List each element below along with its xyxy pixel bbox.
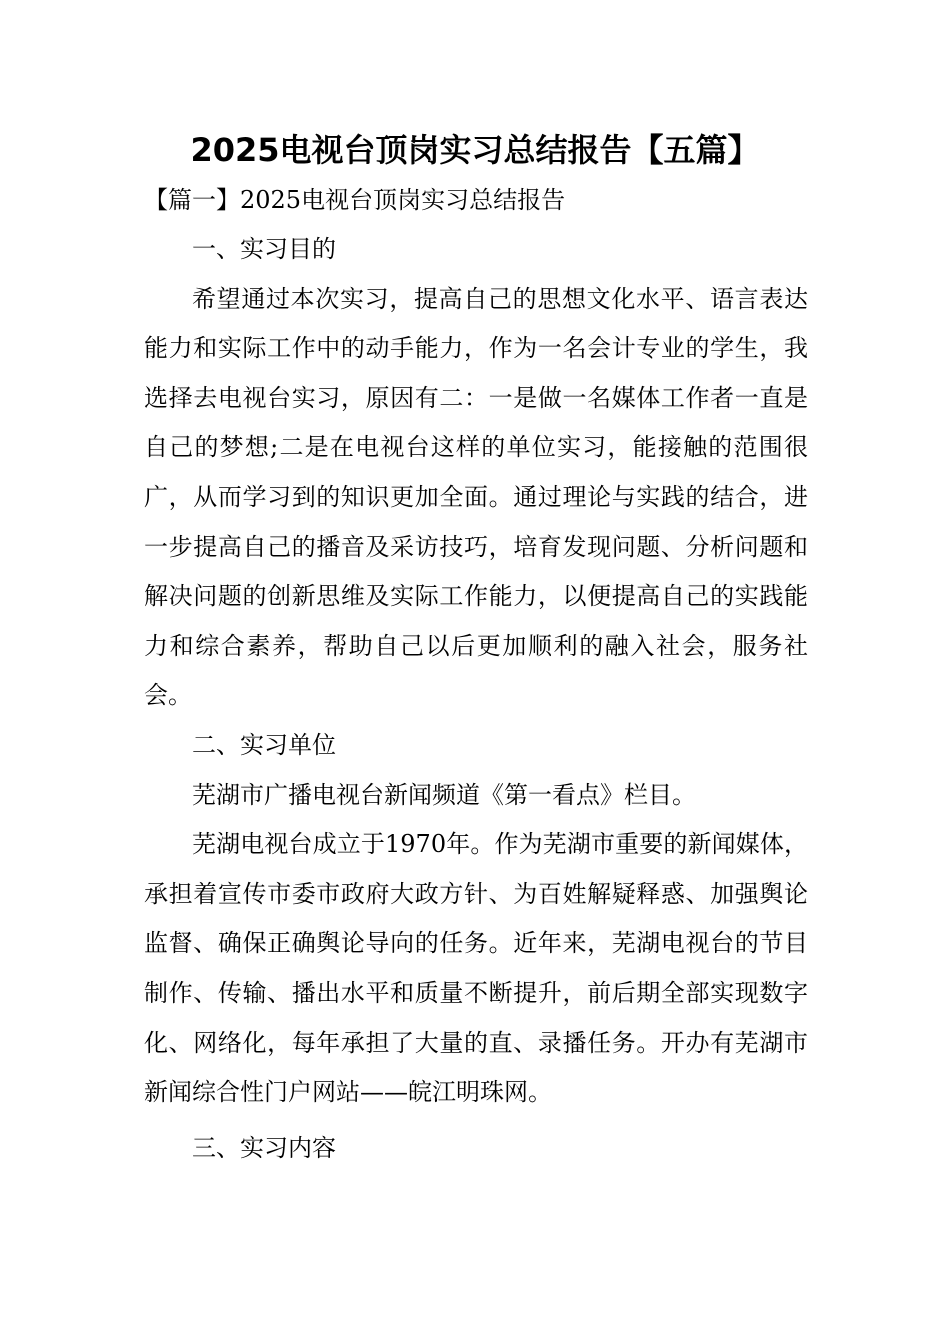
paragraph-unit-description: 芜湖电视台成立于1970年。作为芜湖市重要的新闻媒体，承担着宣传市委市政府大政方针、为百姓解疑释惑、加强舆论监督、确保正确舆论导向的任务。近年来，芜湖电视台的节目制作、传输、播出水平和质量不断提升，前后期全部实现数字化、网络化，每年承担了大量的直、录播任务。开办有芜湖市新闻综合性门户网站——皖江明珠网。 [144, 830, 808, 1107]
section-heading-unit: 二、实习单位 [192, 730, 336, 759]
section-heading-content: 三、实习内容 [192, 1133, 336, 1162]
chapter-subtitle: 【篇一】2025电视台顶岗实习总结报告 [144, 186, 566, 214]
paragraph-unit-name: 芜湖市广播电视台新闻频道《第一看点》栏目。 [192, 780, 696, 809]
document-title: 2025电视台顶岗实习总结报告【五篇】 [190, 131, 760, 169]
document-body [144, 225, 808, 1173]
section-heading-purpose: 一、实习目的 [192, 235, 336, 263]
paragraph-purpose: 希望通过本次实习，提高自己的思想文化水平、语言表达能力和实际工作中的动手能力，作为一名会计专业的学生，我选择去电视台实习，原因有二：一是做一名媒体工作者一直是自己的梦想;二是在电视台这样的单位实习，能接触的范围很广，从而学习到的知识更加全面。通过理论与实践的结合，进一步提高自己的播音及采访技巧，培育发现问题、分析问题和解决问题的创新思维及实际工作能力，以便提高自己的实践能力和综合素养，帮助自己以后更加顺利的融入社会，服务社会。 [144, 284, 808, 710]
